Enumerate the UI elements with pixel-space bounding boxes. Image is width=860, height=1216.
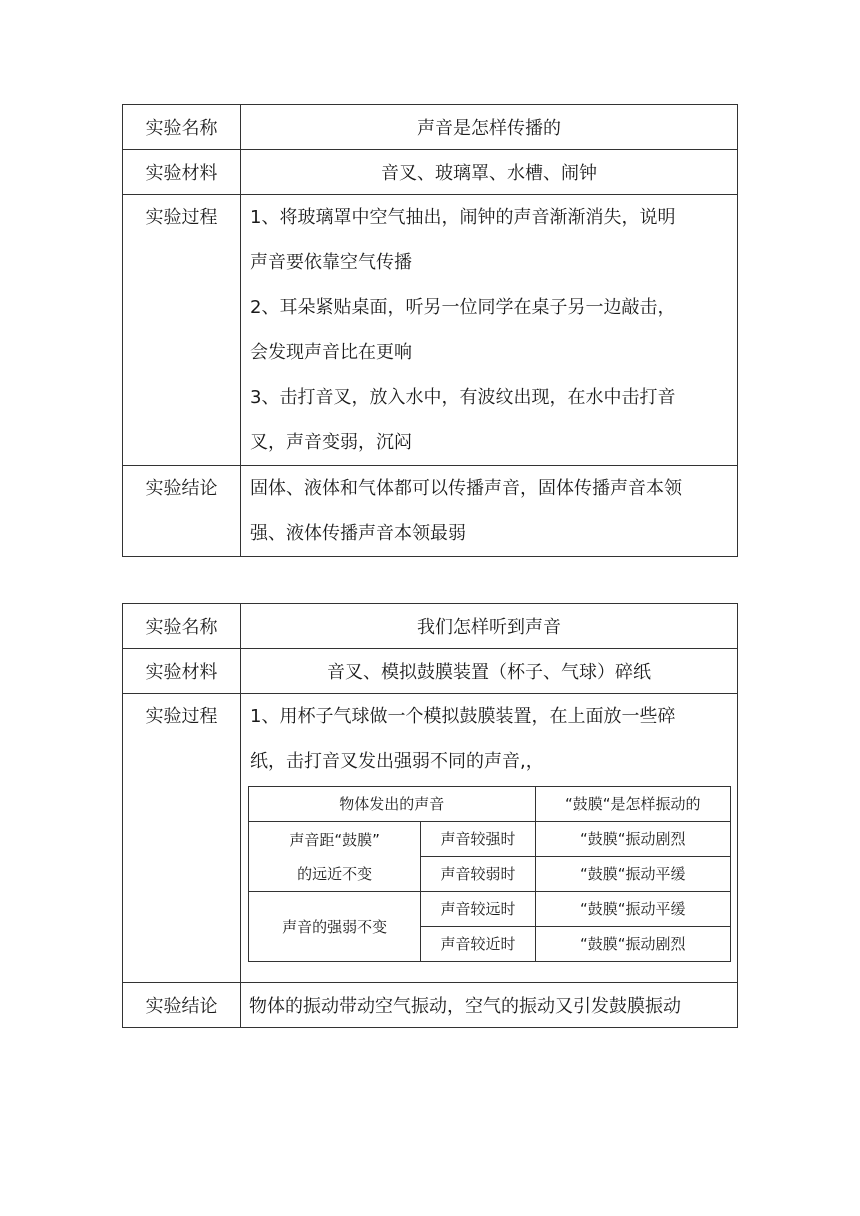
result-cell: “鼓膜“振动平缓 (535, 892, 730, 927)
experiment-table-hearing (122, 603, 738, 1028)
process-line: 叉，声音变弱，沉闷 (250, 432, 412, 453)
experiment-name-value: 我们怎样听到声音 (241, 604, 738, 649)
process-line: 纸，击打音叉发出强弱不同的声音,， (250, 751, 544, 772)
process-line: 声音要依靠空气传播 (250, 252, 412, 273)
result-cell: “鼓膜“振动剧烈 (535, 927, 730, 962)
process-text (241, 694, 737, 784)
result-cell: “鼓膜“振动平缓 (535, 857, 730, 892)
observation-table-wrap (241, 786, 737, 982)
experiment-name-label: 实验名称 (123, 604, 241, 649)
process-label: 实验过程 (123, 694, 241, 983)
group-loudness-constant: 声音的强弱不变 (249, 892, 421, 962)
process-cell (241, 694, 738, 983)
experiment-name-value: 声音是怎样传播的 (241, 105, 738, 150)
condition-cell: 声音较近时 (421, 927, 535, 962)
conclusion-text (241, 466, 738, 557)
experiment-table-sound-propagation (122, 104, 738, 557)
condition-cell: 声音较弱时 (421, 857, 535, 892)
experiment-name-label: 实验名称 (123, 105, 241, 150)
condition-cell: 声音较强时 (421, 822, 535, 857)
process-line: 会发现声音比在更响 (250, 342, 412, 363)
header-sound: 物体发出的声音 (249, 787, 536, 822)
materials-label: 实验材料 (123, 649, 241, 694)
materials-label: 实验材料 (123, 150, 241, 195)
materials-value: 音叉、模拟鼓膜装置（杯子、气球）碎纸 (241, 649, 738, 694)
process-label: 实验过程 (123, 195, 241, 466)
process-line: 2、耳朵紧贴桌面，听另一位同学在桌子另一边敲击， (250, 297, 676, 318)
header-eardrum: “鼓膜“是怎样振动的 (535, 787, 730, 822)
conclusion-line: 固体、液体和气体都可以传播声音，固体传播声音本领 (250, 478, 682, 499)
group-distance-constant: 声音距“鼓膜” 的远近不变 (249, 822, 421, 892)
conclusion-line: 强、液体传播声音本领最弱 (250, 523, 466, 544)
process-line: 1、用杯子气球做一个模拟鼓膜装置，在上面放一些碎 (250, 706, 676, 727)
observation-table (248, 786, 731, 962)
result-cell: “鼓膜“振动剧烈 (535, 822, 730, 857)
process-text (241, 195, 738, 466)
materials-value: 音叉、玻璃罩、水槽、闹钟 (241, 150, 738, 195)
process-line: 1、将玻璃罩中空气抽出，闹钟的声音渐渐消失，说明 (250, 207, 676, 228)
conclusion-label: 实验结论 (123, 466, 241, 557)
conclusion-label: 实验结论 (123, 983, 241, 1028)
condition-cell: 声音较远时 (421, 892, 535, 927)
conclusion-text: 物体的振动带动空气振动，空气的振动又引发鼓膜振动 (241, 983, 738, 1028)
process-line: 3、击打音叉，放入水中，有波纹出现，在水中击打音 (250, 387, 676, 408)
